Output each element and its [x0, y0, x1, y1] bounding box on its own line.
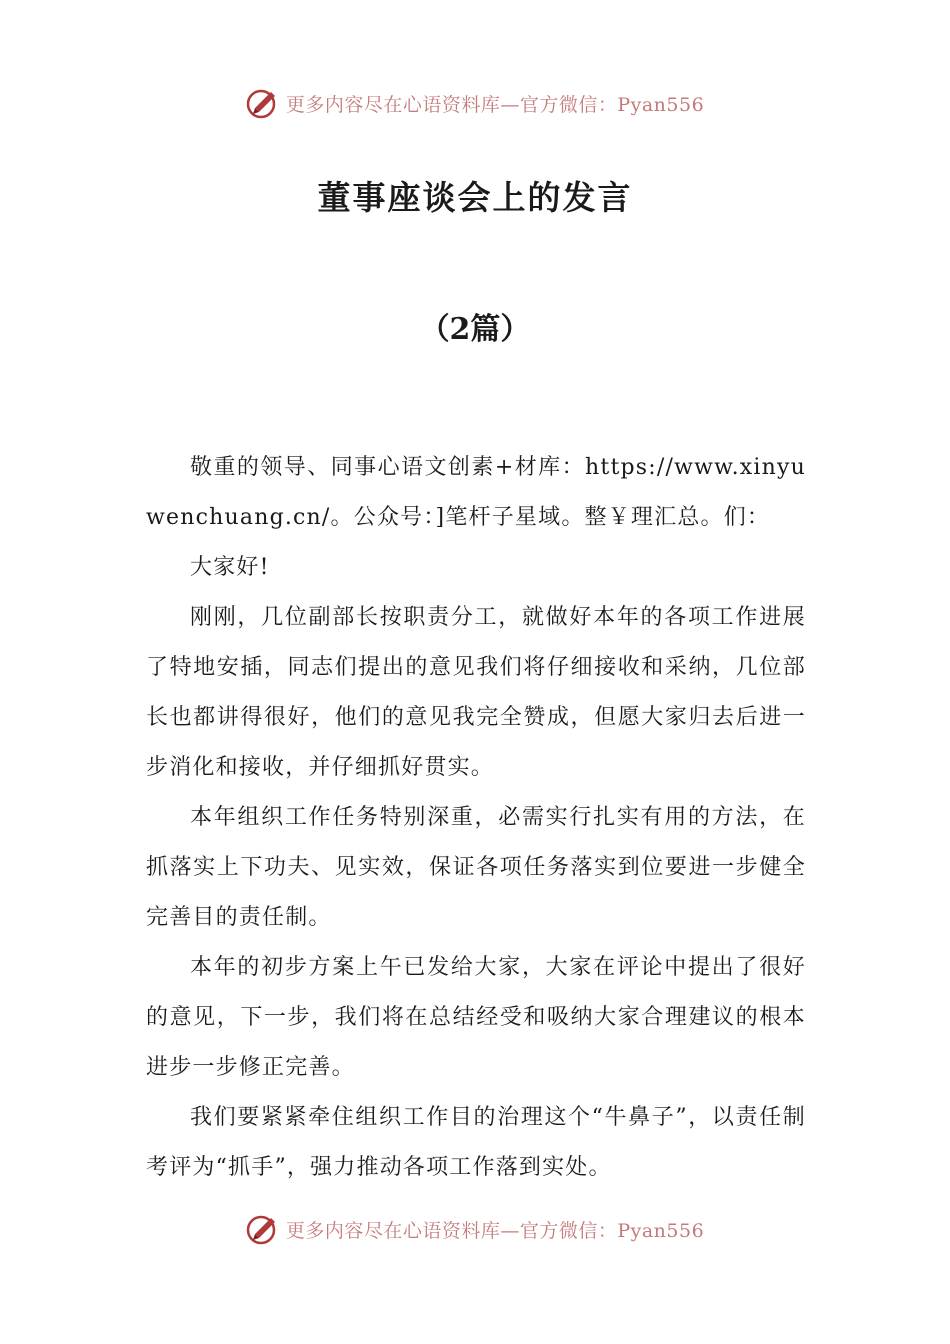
paragraph: 本年组织工作任务特别深重，必需实行扎实有用的方法，在抓落实上下功夫、见实效，保证各项任务落实到位要进一步健全完善目的责任制。 — [146, 805, 806, 930]
paragraph: 我们要紧紧牵住组织工作目的治理这个“牛鼻子”，以责任制考评为“抓手”，强力推动各项工作落到实处。 — [146, 1105, 806, 1180]
document-body — [146, 443, 806, 1193]
header-banner — [0, 78, 950, 128]
paragraph-greeting: 敬重的领导、同事心语文创素+材库：https://www.xinyuwenchuang.cn/。公众号：]笔杆子星域。整￥理汇总。们： — [146, 455, 806, 530]
document-title: 董事座谈会上的发言 — [317, 178, 633, 217]
header-banner-text: 更多内容尽在心语资料库—官方微信：Pyan556 — [285, 93, 705, 116]
paragraph-hello: 大家好! — [190, 555, 270, 580]
paragraph: 本年的初步方案上午已发给大家，大家在评论中提出了很好的意见，下一步，我们将在总结经受和吸纳大家合理建议的根本进步一步修正完善。 — [146, 955, 806, 1080]
pen-logo-icon — [246, 86, 280, 120]
document-subtitle: （2篇） — [419, 312, 531, 347]
pen-logo-icon — [246, 1212, 280, 1246]
footer-banner — [0, 1204, 950, 1254]
paragraph: 刚刚，几位副部长按职责分工，就做好本年的各项工作进展了特地安插，同志们提出的意见我们将仔细接收和采纳，几位部长也都讲得很好，他们的意见我完全赞成，但愿大家归去后进一步消化和接收，并仔细抓好贯实。 — [146, 605, 806, 780]
footer-banner-text: 更多内容尽在心语资料库—官方微信：Pyan556 — [285, 1219, 705, 1242]
